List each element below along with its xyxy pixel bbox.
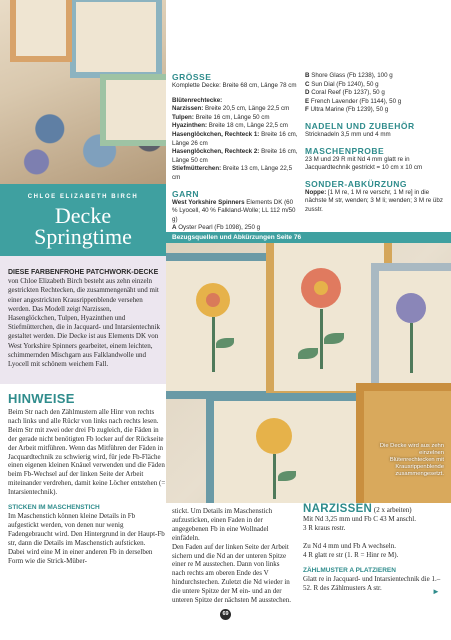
continue-arrow-icon: ►	[432, 587, 440, 596]
photo-caption: Die Decke wird aus zehn einzelnen Blütenrechtecken mit Krausrippenblende zusammengesetzt.	[379, 443, 444, 477]
daffodils-step: 4 R glatt re str (1. R = Hinr re M).	[303, 550, 399, 559]
yarn-color: E French Lavender (Fb 1144), 50 g	[305, 97, 402, 105]
block-size: Hyazinthen: Breite 18 cm, Länge 22,5 cm	[172, 122, 288, 130]
sizes-heading: GRÖSSE	[172, 72, 212, 82]
blanket-panel	[206, 393, 372, 503]
blanket-photo-top	[0, 0, 166, 184]
block-size: Stiefmütterchen: Breite 13 cm, Länge 22,5 cm	[172, 165, 293, 181]
blanket-tile	[100, 74, 166, 146]
intro-lead: DIESE FARBENFROHE PATCHWORK-DECKE	[8, 269, 159, 276]
abbrev-text: Noppe: [1 M re, 1 M re verschr, 1 M re] in die nächste M str, wenden; 3 M li; wenden; 3 M re übz zusstr.	[305, 188, 443, 213]
daffodils-step: Zu Nd 4 mm und Fb A wechseln.	[303, 541, 396, 550]
yarn-color: F Ultra Marine (Fb 1239), 50 g	[305, 106, 389, 114]
headline	[0, 205, 166, 247]
notes-paragraph: Den Faden auf der linken Seite der Arbeit sichern und die Nd an der unteren Spitze einer re M ausstechen. Dann von links nach rechts am oberen Ende des V hindurchstechen. Zuletzt die Nd wieder in die untere Spitze der M ein- und an der unteren Spitze der nächsten M ausstechen.	[172, 542, 291, 605]
blanket-tile	[70, 0, 162, 78]
notes-continued	[172, 507, 292, 605]
needles-heading: NADELN UND ZUBEHÖR	[305, 120, 415, 131]
headline-line-1: Decke	[54, 203, 112, 228]
block-size: Narzissen: Breite 20,5 cm, Länge 22,5 cm	[172, 105, 290, 113]
yarn-color: D Coral Reef (Fb 1237), 50 g	[305, 89, 385, 97]
daffodils-section	[303, 503, 445, 592]
intro-text	[8, 268, 160, 369]
gauge-heading: MASCHENPROBE	[305, 145, 385, 156]
page-number: 69	[220, 609, 231, 620]
intro-body: von Chloe Elizabeth Birch besteht aus zehn einzeln gestrickten Rechtecken, die zusammengenäht und mit einer angestrickten Krausrippenblende versehen werden. Das Modell zeigt Narzissen, Hasenglöckchen, Tulpen, Hyazinthen und Stiefmütterchen, die in Jacquard- und Intarsientechnik gestaltet werden. Die Decke ist aus Elements DK von West Yorkshire Spinners gearbeitet, einem leichten, schimmernden Mischgarn aus Falklandwolle und Lyocell mit schönem weichem Fall.	[8, 277, 161, 369]
notes-paragraph: stickt. Um Details im Maschenstich aufzusticken, einen Faden in der angegebenen Fb in eine Wollnadel einfädeln.	[172, 507, 273, 542]
block-size: Hasenglöckchen, Rechteck 1: Breite 16 cm, Länge 26 cm	[172, 130, 298, 147]
yarn-heading: GARN	[172, 188, 200, 199]
notes-section	[8, 391, 166, 566]
chart-a-heading: ZÄHLMUSTER A PLATZIEREN	[303, 566, 396, 574]
daffodils-step: 3 R kraus restr.	[303, 523, 346, 532]
sources-link[interactable]: Bezugsquellen und Abkürzungen Seite 76	[172, 234, 302, 241]
flower-stem	[320, 309, 323, 369]
duplicate-stitch-heading: STICKEN IM MASCHENSTICH	[8, 504, 100, 512]
info-column-left	[172, 72, 300, 233]
flower-stem	[212, 317, 215, 372]
flower-motif	[256, 418, 292, 454]
yarn-desc: West Yorkshire Spinners Elements DK (60 % Lyocell, 40 % Falkland-Wolle; LL 112 m/50 g)	[172, 198, 296, 223]
flower-motif	[396, 293, 426, 323]
gauge-text: 23 M und 29 R mit Nd 4 mm glatt re in Jacquardtechnik gestrickt = 10 cm x 10 cm	[305, 155, 423, 172]
daffodils-step: Mit Nd 3,25 mm und Fb C 43 M anschl.	[303, 515, 416, 523]
flower-motif	[206, 293, 220, 307]
byline: CHLOE ELIZABETH BIRCH	[27, 194, 139, 200]
sizes-overall: Komplette Decke: Breite 68 cm, Länge 78 cm	[172, 82, 297, 89]
blocks-heading: Blütenrechtecke:	[172, 96, 223, 104]
info-column-right	[305, 72, 445, 215]
daffodils-count: (2 x arbeiten)	[372, 506, 412, 514]
flower-stem	[273, 454, 276, 499]
needles-text: Stricknadeln 3,5 mm und 4 mm	[305, 130, 391, 138]
daffodils-heading: NARZISSEN (2 x arbeiten)	[303, 503, 412, 515]
yarn-color: A Oyster Pearl (Fb 1098), 250 g	[172, 224, 261, 232]
daffodils-step: Glatt re in Jacquard- und Intarsientechnik die 1.–52. R des Zählmusters A str.	[303, 574, 441, 592]
abbrev-heading: SONDER-ABKÜRZUNG	[305, 178, 407, 189]
block-size: Hasenglöckchen, Rechteck 2: Breite 16 cm, Länge 50 cm	[172, 148, 298, 164]
notes-paragraph: Beim Str mit zwei oder drei Fb zugleich, die Fäden in der gerade nicht benötigten Fb locker auf der Rückseite der Arbeit mitführen. Wenn das Mitführen der Fäden in Jacquardtechnik zu schwierig wird, für jede Fb-Fläche einen eigenen kleinen Knäuel verwenden und die Fäden beim Fb-Wechsel auf der linken Seite der Arbeit miteinander verdrehen, damit keine Löcher entstehen (= Intarsientechnik).	[8, 425, 166, 497]
headline-line-2: Springtime	[34, 224, 132, 249]
block-size: Tulpen: Breite 16 cm, Länge 50 cm	[172, 113, 270, 121]
notes-heading: HINWEISE	[8, 391, 75, 406]
flower-stem	[410, 323, 413, 373]
title-panel	[0, 184, 166, 256]
notes-paragraph: Im Maschenstich können kleine Details in Fb aufgestickt werden, von denen nur wenig Fadengebraucht wird. Den Hintergrund in der Haupt-Fb str, dann die Details im Maschenstich aufsticken.	[8, 512, 165, 547]
flower-motif	[314, 281, 328, 295]
notes-paragraph: Beim Str nach den Zählmustern alle Hinr von rechts nach links und alle Rückr von links nach rechts lesen.	[8, 408, 159, 425]
yarn-color: C Sun Dial (Fb 1240), 50 g	[305, 80, 379, 88]
yarn-color: B Shore Glass (Fb 1238), 100 g	[305, 72, 393, 79]
blanket-tile	[10, 0, 72, 62]
notes-paragraph: Dabei wird eine M in einer anderen Fb in derselben Form wie die Strick-Müber-	[8, 547, 153, 565]
